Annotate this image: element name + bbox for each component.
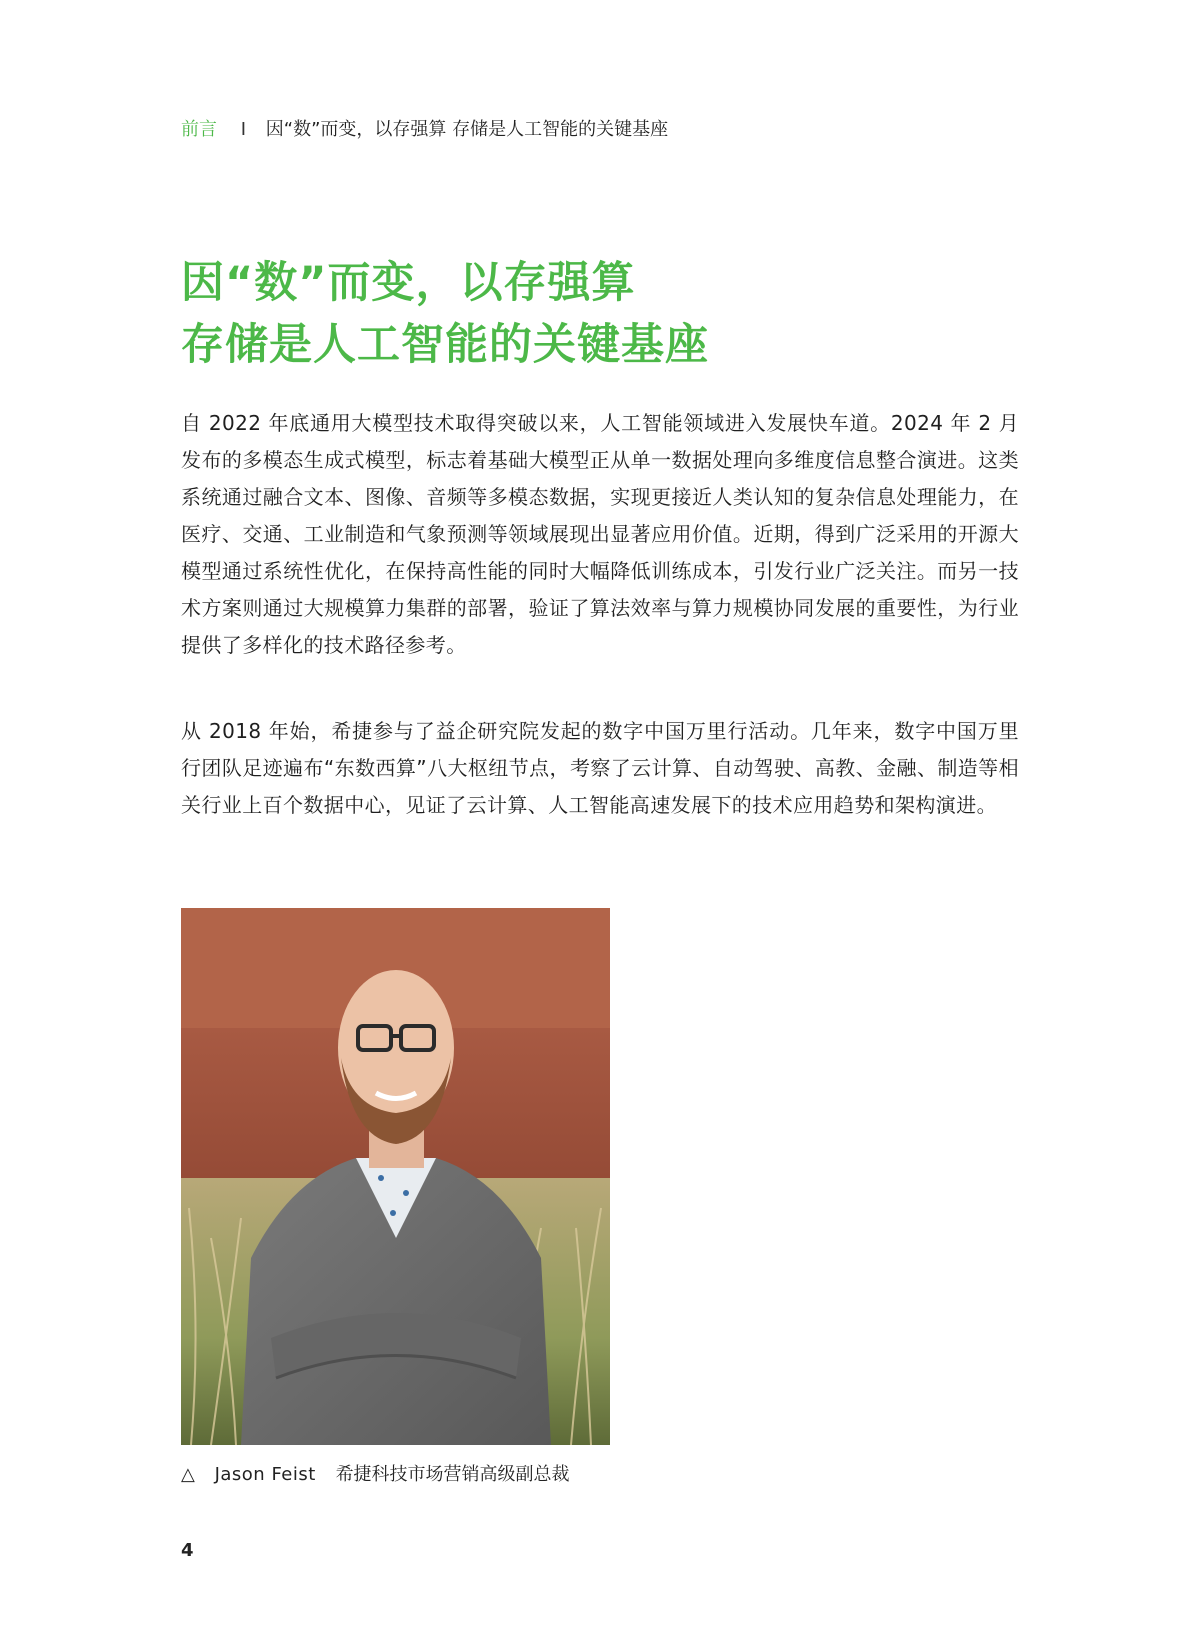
page-title bbox=[181, 252, 709, 376]
triangle-icon: △ bbox=[181, 1464, 195, 1485]
page-number: 4 bbox=[181, 1540, 194, 1561]
caption-person-role: 希捷科技市场营销高级副总裁 bbox=[335, 1464, 570, 1485]
body-paragraph-1: 自 2022 年底通用大模型技术取得突破以来，人工智能领域进入发展快车道。2024 年 2 月发布的多模态生成式模型，标志着基础大模型正从单一数据处理向多维度信息整合演进。这类系统通过融合文本、图像、音频等多模态数据，实现更接近人类认知的复杂信息处理能力，在医疗、交通、工业制造和气象预测等领域展现出显著应用价值。近期，得到广泛采用的开源大模型通过系统性优化，在保持高性能的同时大幅降低训练成本，引发行业广泛关注。而另一技术方案则通过大规模算力集群的部署，验证了算法效率与算力规模协同发展的重要性，为行业提供了多样化的技术路径参考。 bbox=[181, 411, 1019, 657]
body-paragraph-2: 从 2018 年始，希捷参与了益企研究院发起的数字中国万里行活动。几年来，数字中国万里行团队足迹遍布“东数西算”八大枢纽节点，考察了云计算、自动驾驶、高教、金融、制造等相关行业上百个数据中心，见证了云计算、人工智能高速发展下的技术应用趋势和架构演进。 bbox=[181, 719, 1019, 817]
header-separator: I bbox=[240, 119, 247, 140]
caption-person-name: Jason Feist bbox=[214, 1464, 316, 1485]
header-subtitle: 因“数”而变，以存强算 存储是人工智能的关键基座 bbox=[265, 119, 669, 140]
page-title-line-2: 存储是人工智能的关键基座 bbox=[181, 320, 709, 370]
header-section-label: 前言 bbox=[181, 119, 217, 140]
running-header bbox=[181, 118, 668, 142]
page-title-line-1: 因“数”而变，以存强算 bbox=[181, 258, 636, 308]
photo-caption bbox=[181, 1463, 570, 1487]
portrait-photo bbox=[181, 908, 610, 1445]
